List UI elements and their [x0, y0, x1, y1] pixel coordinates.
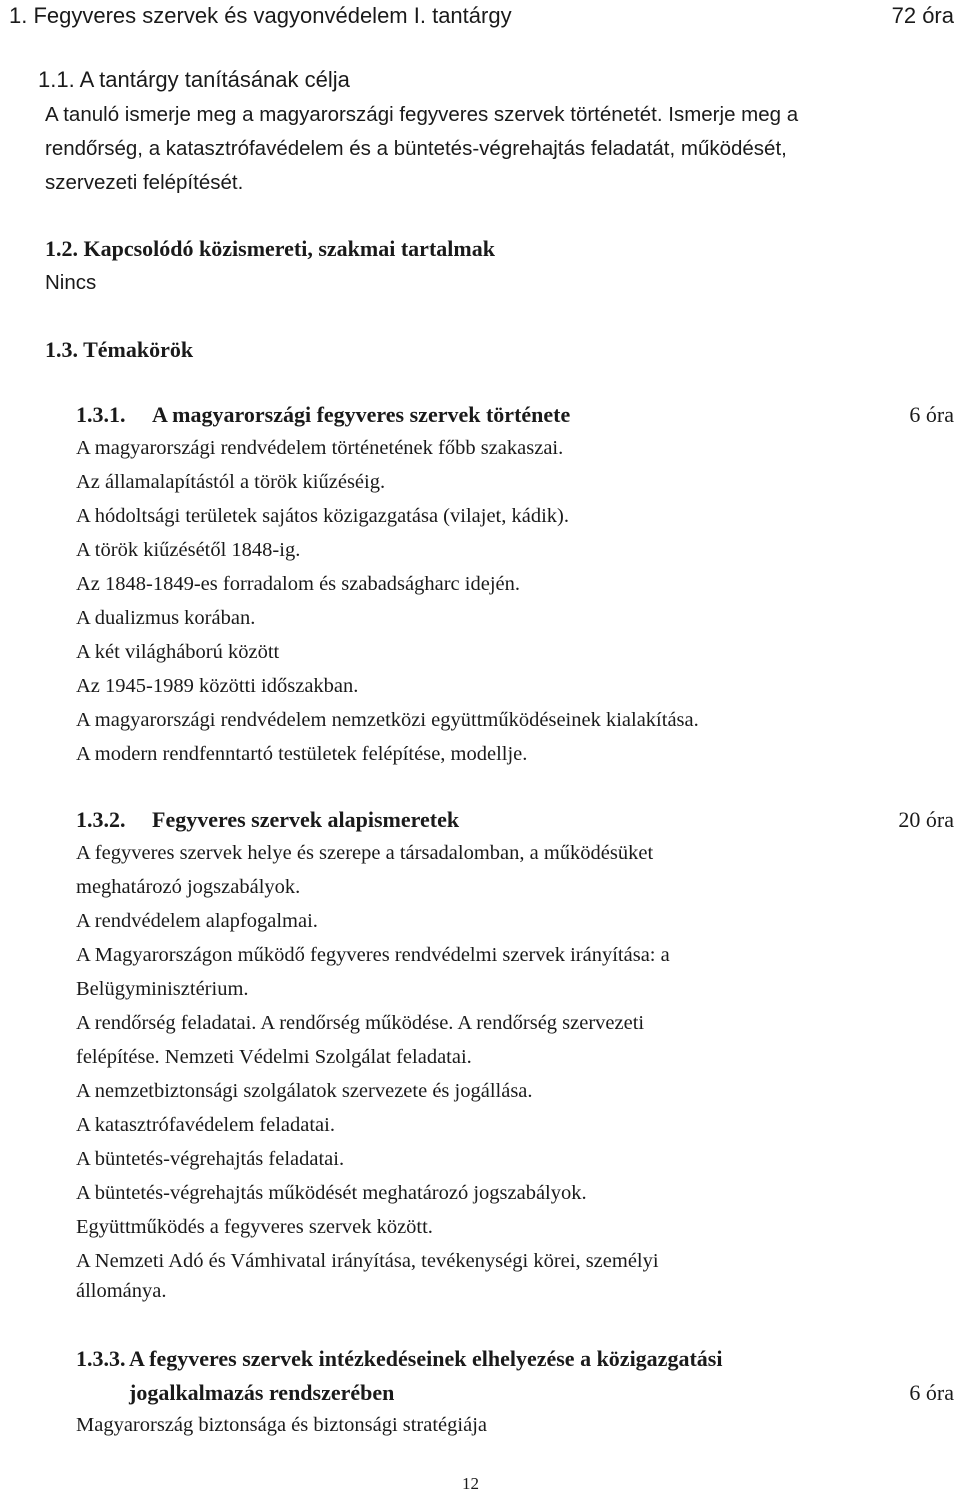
related-text: Nincs [45, 271, 97, 294]
topic2-line: A katasztrófavédelem feladatai. [76, 1114, 335, 1136]
related-heading: 1.2. Kapcsolódó közismereti, szakmai tartalmak [45, 236, 495, 261]
topic3-number: 1.3.3. [76, 1346, 126, 1371]
goal-heading: 1.1. A tantárgy tanításának célja [38, 67, 350, 92]
topic3-heading [76, 1346, 722, 1371]
goal-line: rendőrség, a katasztrófavédelem és a büntetés-végrehajtás feladatát, működését, [45, 137, 787, 160]
topic3-hours: 6 óra [909, 1380, 954, 1405]
topic2-line: A büntetés-végrehajtás feladatai. [76, 1148, 345, 1170]
topic1-line: A török kiűzésétől 1848-ig. [76, 539, 301, 561]
topic2-line: A rendvédelem alapfogalmai. [76, 910, 318, 932]
topic2-line: A Magyarországon működő fegyveres rendvédelmi szervek irányítása: a [76, 944, 670, 966]
topic1-line: A hódoltsági területek sajátos közigazgatása (vilajet, kádik). [76, 505, 569, 527]
topic2-number: 1.3.2. [76, 807, 126, 832]
course-title: 1. Fegyveres szervek és vagyonvédelem I. tantárgy [9, 3, 512, 28]
topic2-line: Belügyminisztérium. [76, 978, 249, 1000]
topic2-line: A rendőrség feladatai. A rendőrség működése. A rendőrség szervezeti [76, 1012, 645, 1034]
topic1-line: A két világháború között [76, 641, 280, 663]
topic3-title-line2: jogalkalmazás rendszerében [129, 1380, 395, 1405]
topic3-title-line1: A fegyveres szervek intézkedéseinek elhelyezése a közigazgatási [129, 1346, 723, 1371]
topic2-line: A nemzetbiztonsági szolgálatok szervezete és jogállása. [76, 1080, 533, 1102]
topic2-hours: 20 óra [898, 807, 954, 832]
topic1-number: 1.3.1. [76, 402, 126, 427]
topic1-line: A dualizmus korában. [76, 607, 256, 629]
goal-line: A tanuló ismerje meg a magyarországi fegyveres szervek történetét. Ismerje meg a [45, 103, 799, 126]
topic2-title: Fegyveres szervek alapismeretek [152, 807, 460, 832]
topic2-line: felépítése. Nemzeti Védelmi Szolgálat feladatai. [76, 1046, 472, 1068]
goal-line: szervezeti felépítését. [45, 171, 244, 194]
topic2-line: Együttműködés a fegyveres szervek között. [76, 1216, 433, 1238]
topics-heading: 1.3. Témakörök [45, 337, 194, 362]
topic1-line: Az 1848-1849-es forradalom és szabadságharc idején. [76, 573, 520, 595]
topic2-heading [76, 807, 459, 832]
topic1-line: Az 1945-1989 közötti időszakban. [76, 675, 359, 697]
page-number: 12 [462, 1474, 479, 1493]
topic1-heading [76, 402, 570, 427]
topic2-line: meghatározó jogszabályok. [76, 876, 301, 898]
topic1-line: A magyarországi rendvédelem történetének főbb szakaszai. [76, 437, 564, 459]
topic2-line: A büntetés-végrehajtás működését meghatározó jogszabályok. [76, 1182, 587, 1204]
topic2-line: A fegyveres szervek helye és szerepe a társadalomban, a működésüket [76, 842, 654, 864]
topic2-line: A Nemzeti Adó és Vámhivatal irányítása, tevékenységi körei, személyi [76, 1250, 659, 1272]
topic1-title: A magyarországi fegyveres szervek története [152, 402, 571, 427]
topic2-line: állománya. [76, 1280, 167, 1302]
topic1-line: A magyarországi rendvédelem nemzetközi együttműködéseinek kialakítása. [76, 709, 699, 731]
topic1-hours: 6 óra [909, 402, 954, 427]
course-hours: 72 óra [891, 3, 954, 28]
topic3-line: Magyarország biztonsága és biztonsági stratégiája [76, 1414, 487, 1436]
topic1-line: A modern rendfenntartó testületek felépítése, modellje. [76, 743, 528, 765]
topic1-line: Az államalapítástól a török kiűzéséig. [76, 471, 386, 493]
